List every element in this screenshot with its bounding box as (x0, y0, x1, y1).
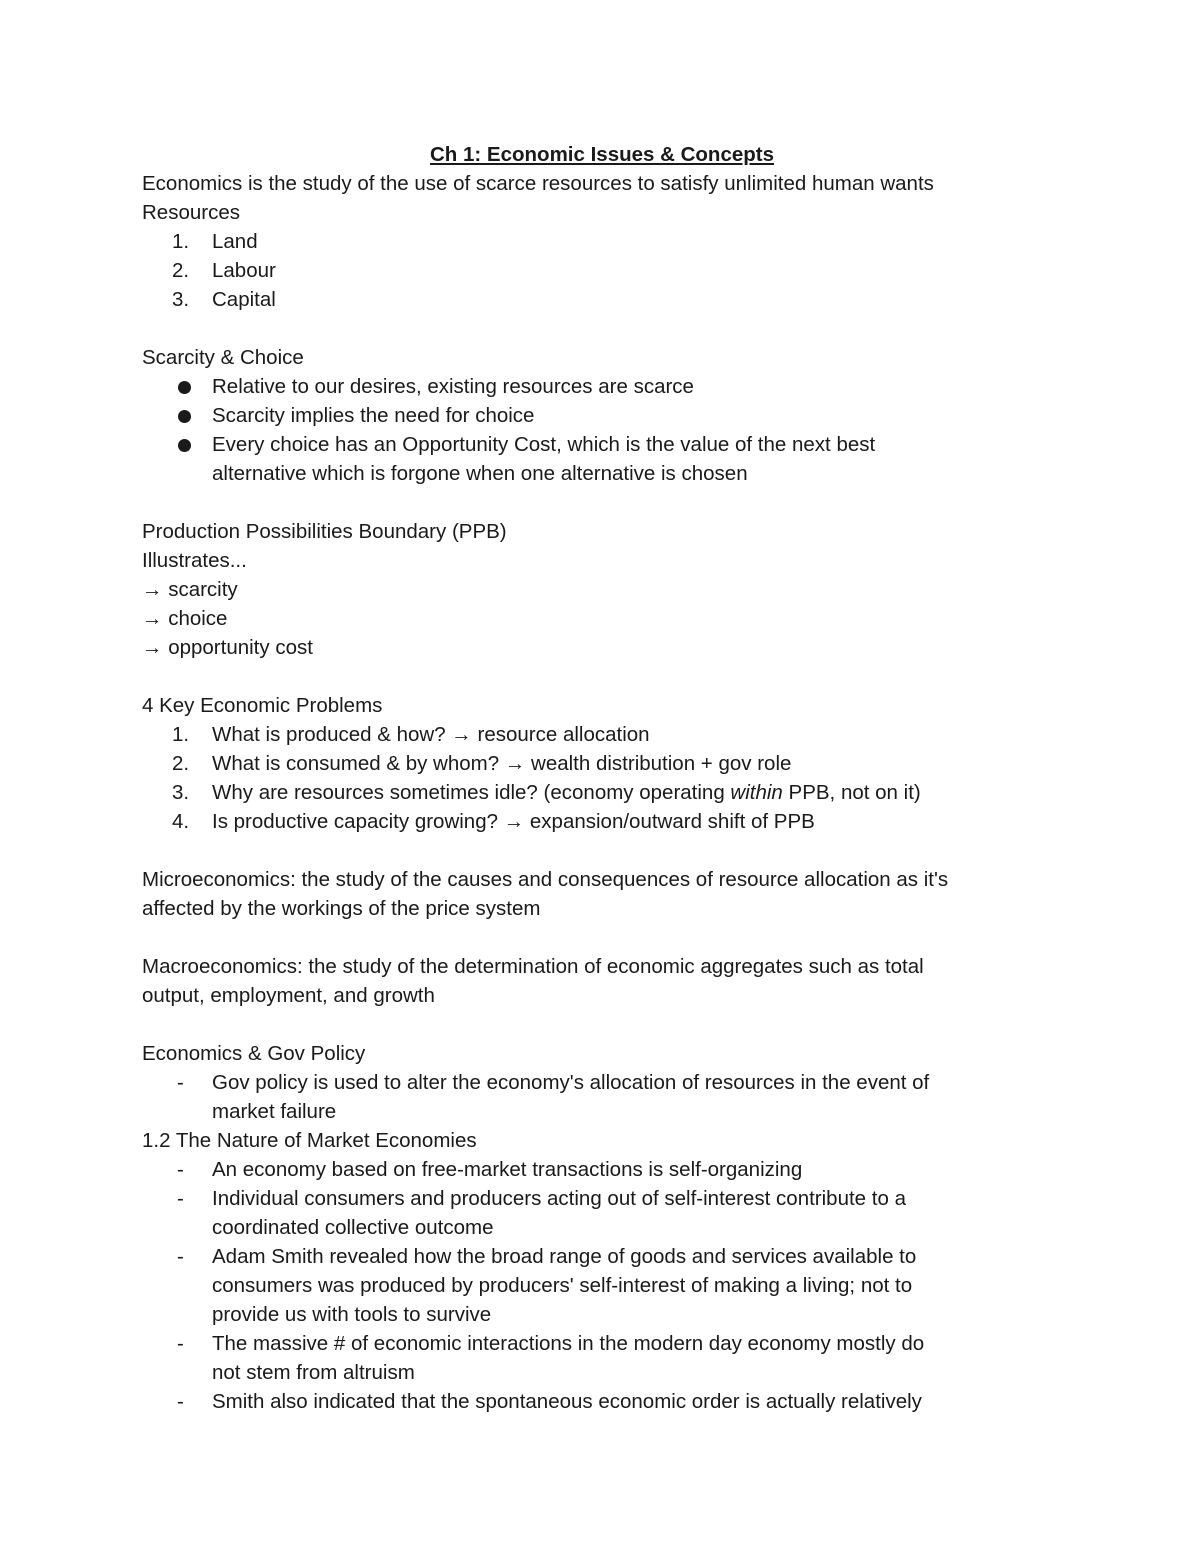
list-item: 2. What is consumed & by whom? → wealth distribution + gov role (172, 752, 792, 775)
list-item: 2. Labour (172, 259, 276, 282)
macro-definition-line2: output, employment, and growth (142, 984, 435, 1007)
macro-definition-line1: Macroeconomics: the study of the determination of economic aggregates such as total (142, 955, 924, 978)
list-item: - Adam Smith revealed how the broad range of goods and services available to (177, 1245, 917, 1268)
ppb-item: → scarcity (142, 578, 238, 601)
bullet-icon (178, 439, 191, 452)
problems-list (142, 720, 1062, 836)
list-item: - An economy based on free-market transactions is self-organizing (177, 1158, 803, 1181)
list-item: Every choice has an Opportunity Cost, which is the value of the next best (142, 430, 1062, 459)
list-item-continuation: alternative which is forgone when one alternative is chosen (212, 462, 748, 485)
list-item-continuation: coordinated collective outcome (212, 1216, 494, 1239)
spacer (142, 1010, 1062, 1039)
list-item: 3. Capital (172, 288, 276, 311)
list-item: 1. What is produced & how? → resource allocation (172, 723, 650, 746)
ppb-item: → opportunity cost (142, 636, 313, 659)
scarcity-list (142, 372, 1062, 488)
problems-heading: 4 Key Economic Problems (142, 694, 383, 717)
spacer (142, 314, 1062, 343)
bullet-icon (178, 410, 191, 423)
policy-list (142, 1068, 1062, 1126)
page-title: Ch 1: Economic Issues & Concepts (429, 143, 775, 166)
list-item: 1. Land (172, 230, 258, 253)
list-item: 3. Why are resources sometimes idle? (economy operating within PPB, not on it) (172, 781, 921, 804)
nature-heading: 1.2 The Nature of Market Economies (142, 1129, 477, 1152)
list-item: - The massive # of economic interactions in the modern day economy mostly do (177, 1332, 925, 1355)
list-item-continuation: not stem from altruism (212, 1361, 415, 1384)
ppb-item: → choice (142, 607, 228, 630)
spacer (142, 923, 1062, 952)
policy-heading: Economics & Gov Policy (142, 1042, 366, 1065)
ppb-intro: Illustrates... (142, 549, 247, 572)
list-item: - Smith also indicated that the spontaneous economic order is actually relatively (177, 1390, 922, 1413)
resources-heading: Resources (142, 201, 240, 224)
list-item-continuation: provide us with tools to survive (212, 1303, 492, 1326)
spacer (142, 488, 1062, 517)
resources-list (142, 227, 1062, 314)
spacer (142, 836, 1062, 865)
economics-definition: Economics is the study of the use of scarce resources to satisfy unlimited human wants (142, 172, 934, 195)
bullet-icon (178, 381, 191, 394)
list-item: Relative to our desires, existing resources are scarce (142, 372, 1062, 401)
document-page (142, 140, 1062, 1416)
micro-definition-line2: affected by the workings of the price system (142, 897, 541, 920)
micro-definition-line1: Microeconomics: the study of the causes and consequences of resource allocation as it's (142, 868, 949, 891)
nature-list (142, 1155, 1062, 1416)
list-item-continuation: market failure (212, 1100, 337, 1123)
spacer (142, 662, 1062, 691)
list-item: - Individual consumers and producers acting out of self-interest contribute to a (177, 1187, 906, 1210)
list-item: 4. Is productive capacity growing? → expansion/outward shift of PPB (172, 810, 815, 833)
scarcity-heading: Scarcity & Choice (142, 346, 304, 369)
list-item: - Gov policy is used to alter the economy's allocation of resources in the event of (177, 1071, 930, 1094)
ppb-heading: Production Possibilities Boundary (PPB) (142, 520, 507, 543)
list-item: Scarcity implies the need for choice (142, 401, 1062, 430)
list-item-continuation: consumers was produced by producers' self-interest of making a living; not to (212, 1274, 913, 1297)
